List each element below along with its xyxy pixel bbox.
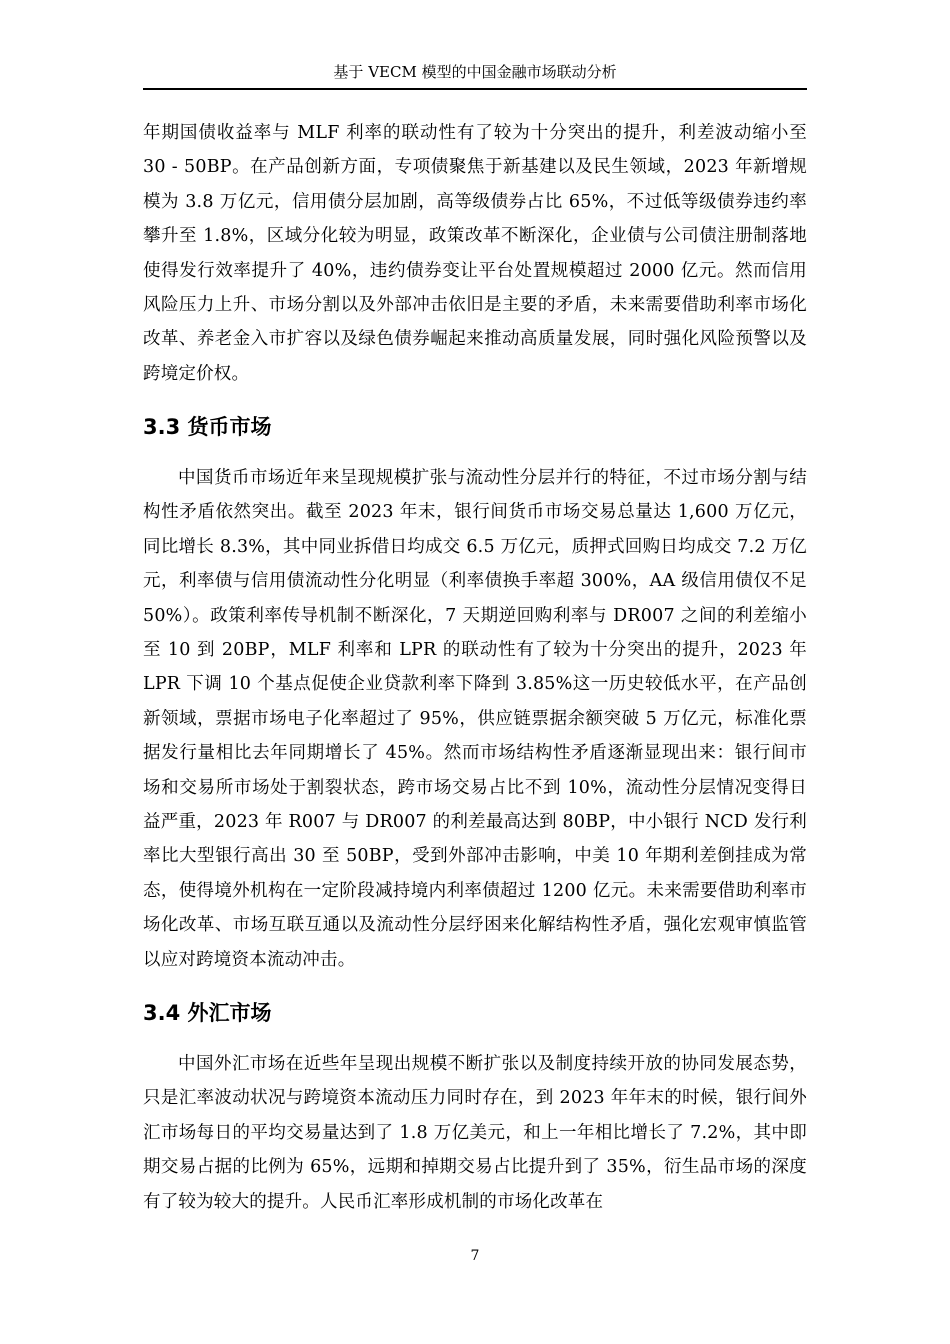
page-number: 7 <box>470 1248 480 1264</box>
section-heading-3-4: 3.4 外汇市场 <box>143 1001 272 1025</box>
body-paragraph-fx-market: 中国外汇市场在近些年呈现出规模不断扩张以及制度持续开放的协同发展态势，只是汇率波动状况与跨境资本流动压力同时存在，到 2023 年年末的时候，银行间外汇市场每日的平均交易量达到了 1.8 万亿美元，和上一年相比增长了 7.2%，其中即期交易占据的比例为 65%，远期和掉期交易占比提升到了 35%，衍生品市场的深度有了较为较大的提升。人民币汇率形成机制的市场化改革在 <box>143 1054 807 1212</box>
body-paragraph-continued: 年期国债收益率与 MLF 利率的联动性有了较为十分突出的提升，利差波动缩小至 30 - 50BP。在产品创新方面，专项债聚焦于新基建以及民生领域，2023 年新增规模为 3.8 万亿元，信用债分层加剧，高等级债券占比 65%，不过低等级债券违约率攀升至 1.8%，区域分化较为明显，政策改革不断深化，企业债与公司债注册制落地使得发行效率提升了 40%，违约债券变让平台处置规模超过 2000 亿元。然而信用风险压力上升、市场分割以及外部冲击依旧是主要的矛盾，未来需要借助利率市场化改革、养老金入市扩容以及绿色债券崛起来推动高质量发展，同时强化风险预警以及跨境定价权。 <box>143 123 807 384</box>
header-rule <box>143 88 807 90</box>
running-header: 基于 VECM 模型的中国金融市场联动分析 <box>333 63 617 81</box>
section-heading-3-3: 3.3 货币市场 <box>143 415 272 439</box>
body-paragraph-money-market: 中国货币市场近年来呈现规模扩张与流动性分层并行的特征，不过市场分割与结构性矛盾依然突出。截至 2023 年末，银行间货币市场交易总量达 1,600 万亿元，同比增长 8.3%，其中同业拆借日均成交 6.5 万亿元，质押式回购日均成交 7.2 万亿元，利率债与信用债流动性分化明显（利率债换手率超 300%，AA 级信用债仅不足 50%）。政策利率传导机制不断深化，7 天期逆回购利率与 DR007 之间的利差缩小至 10 到 20BP，MLF 利率和 LPR 的联动性有了较为十分突出的提升，2023 年 LPR 下调 10 个基点促使企业贷款利率下降到 3.85%这一历史较低水平，在产品创新领域，票据市场电子化率超过了 95%，供应链票据余额突破 5 万亿元，标准化票据发行量相比去年同期增长了 45%。然而市场结构性矛盾逐渐显现出来：银行间市场和交易所市场处于割裂状态，跨市场交易占比不到 10%，流动性分层情况变得日益严重，2023 年 R007 与 DR007 的利差最高达到 80BP，中小银行 NCD 发行利率比大型银行高出 30 至 50BP，受到外部冲击影响，中美 10 年期利差倒挂成为常态，使得境外机构在一定阶段减持境内利率债超过 1200 亿元。未来需要借助利率市场化改革、市场互联互通以及流动性分层纾困来化解结构性矛盾，强化宏观审慎监管以应对跨境资本流动冲击。 <box>143 468 807 970</box>
